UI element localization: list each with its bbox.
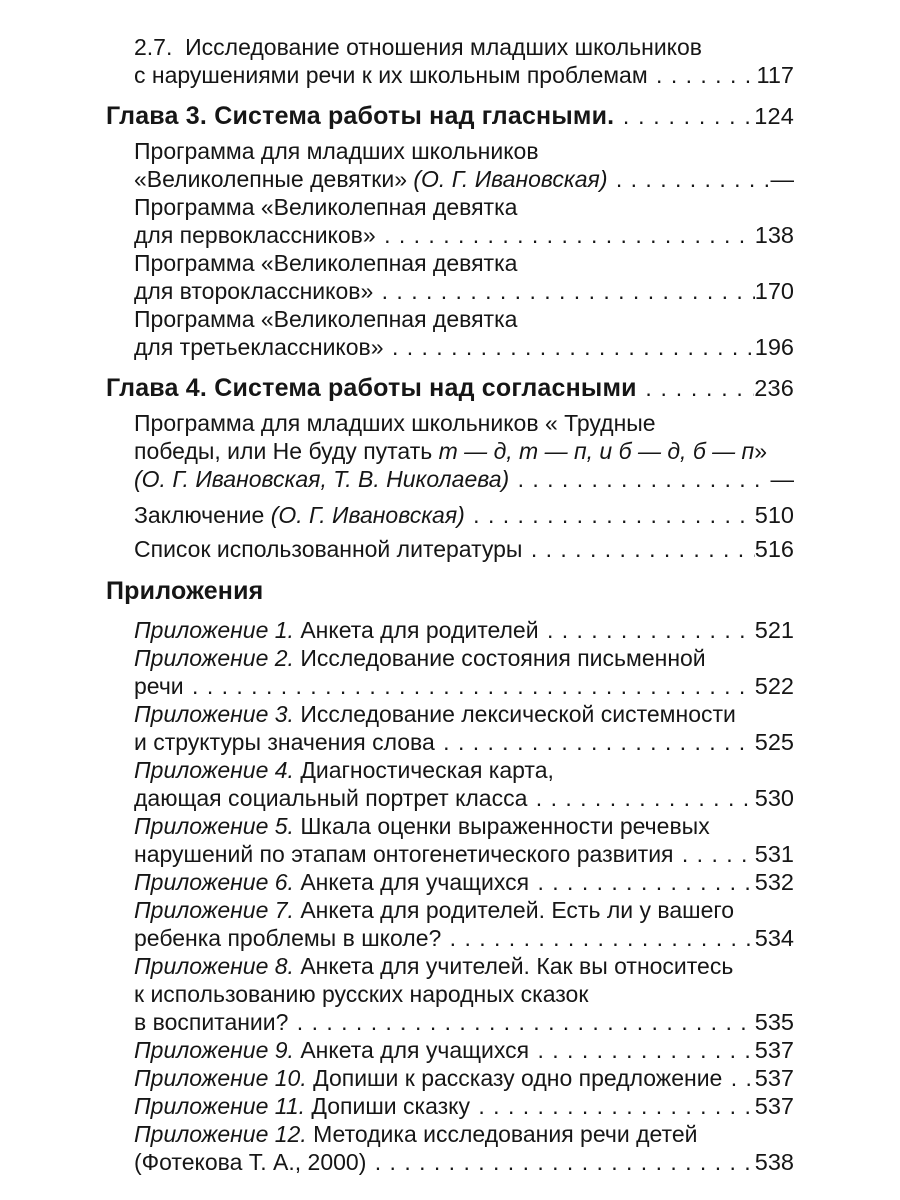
dot-leader [373, 277, 755, 305]
toc-page-number: 170 [754, 278, 794, 304]
toc-text: в воспитании? [134, 1009, 289, 1035]
toc-text: Приложение 4. [134, 757, 294, 783]
toc-page-number: 531 [754, 841, 794, 867]
toc-text: Приложение 5. [134, 813, 294, 839]
toc-text: Программа «Великолепная девятка [134, 250, 518, 276]
toc-text: Список использованной литературы [134, 536, 523, 562]
toc-text: для первоклассников» [134, 222, 376, 248]
toc-line [134, 1036, 794, 1064]
toc-text: Диагностическая карта, [293, 757, 554, 783]
toc-entry [106, 102, 794, 130]
toc-text: Приложение 12. [134, 1121, 307, 1147]
toc-entry [106, 305, 794, 361]
toc-entry [106, 1092, 794, 1120]
toc-text: (О. Г. Ивановская, Т. В. Николаева) [134, 466, 510, 492]
toc-entry [106, 249, 794, 305]
dot-leader [529, 868, 755, 896]
toc-line [134, 535, 794, 563]
toc-line [134, 437, 794, 465]
toc-text: Приложение 1. [134, 617, 294, 643]
dot-leader [384, 333, 755, 361]
dot-leader [529, 1036, 755, 1064]
toc-text: Приложение 2. [134, 645, 294, 671]
toc-page-number: — [770, 466, 794, 492]
toc-page-number: 196 [754, 334, 794, 360]
toc-line [134, 409, 794, 437]
toc-entry [106, 33, 794, 89]
dot-leader [539, 616, 755, 644]
toc-page-number: 236 [754, 375, 794, 401]
toc-entry [106, 577, 794, 605]
dot-leader [376, 221, 755, 249]
toc-page-number: 510 [754, 502, 794, 528]
toc-line [134, 193, 794, 221]
toc-text: Приложение 6. [134, 869, 294, 895]
toc-line [134, 840, 794, 868]
dot-leader [637, 374, 754, 402]
toc-line [134, 784, 794, 812]
toc-text: к использованию русских народных сказок [134, 981, 589, 1007]
toc-text: т — д, т — п, и б — д, б — п [438, 438, 755, 464]
toc-text: «Великолепные девятки» [134, 166, 414, 192]
toc-line [134, 616, 794, 644]
toc-text: Глава 3. Система работы над гласными. [106, 102, 615, 130]
toc-text: Допиши сказку [305, 1093, 471, 1119]
toc-page-number: 117 [756, 62, 794, 88]
toc-line [134, 1148, 794, 1176]
toc-line [134, 137, 794, 165]
dot-leader [607, 165, 770, 193]
toc-line [134, 756, 794, 784]
toc-entry [106, 812, 794, 868]
toc-line [134, 165, 794, 193]
dot-leader [441, 924, 755, 952]
toc-text: речи [134, 673, 184, 699]
toc-text: Приложение 8. [134, 953, 294, 979]
toc-page-number: 124 [754, 103, 794, 129]
toc-line [134, 700, 794, 728]
toc-text: Приложение 3. [134, 701, 294, 727]
dot-leader [648, 61, 757, 89]
toc-text: Анкета для родителей. Есть ли у вашего [293, 897, 735, 923]
dot-leader [614, 102, 754, 130]
toc-line [134, 61, 794, 89]
toc-entry [106, 644, 794, 700]
dot-leader [522, 535, 754, 563]
toc-text: (Фотекова Т. А., 2000) [134, 1149, 367, 1175]
toc-page-number: 537 [754, 1037, 794, 1063]
toc-text: 2.7. Исследование отношения младших школьников [134, 34, 703, 60]
toc-text: Исследование лексической системности [293, 701, 736, 727]
toc-line [106, 577, 794, 605]
toc-text: нарушений по этапам онтогенетического развития [134, 841, 674, 867]
toc-text: ребенка проблемы в школе? [134, 925, 442, 951]
toc-line [134, 672, 794, 700]
toc-entry [106, 374, 794, 402]
toc-entry [106, 868, 794, 896]
toc-page-number: 521 [754, 617, 794, 643]
toc-entry [106, 535, 794, 563]
toc-entries [106, 33, 794, 1176]
toc-line [134, 33, 794, 61]
dot-leader [674, 840, 755, 868]
toc-text: победы, или Не буду путать [134, 438, 439, 464]
toc-entry [106, 409, 794, 493]
dot-leader [470, 1092, 755, 1120]
toc-entry [106, 1120, 794, 1176]
toc-line [134, 868, 794, 896]
toc-line [134, 1120, 794, 1148]
toc-line [134, 980, 794, 1008]
toc-text: Приложение 10. [134, 1065, 307, 1091]
dot-leader [366, 1148, 754, 1176]
toc-line [134, 501, 794, 529]
toc-line [134, 952, 794, 980]
toc-text: Исследование состояния письменной [293, 645, 706, 671]
toc-text: Анкета для родителей [293, 617, 539, 643]
toc-line [134, 277, 794, 305]
toc-text: Глава 4. Система работы над согласными [106, 374, 637, 402]
toc-line [106, 374, 794, 402]
toc-text: (О. Г. Ивановская) [413, 166, 608, 192]
toc-page-number: 538 [754, 1149, 794, 1175]
toc-page-number: — [770, 166, 794, 192]
toc-text: Программа для младших школьников « Трудные [134, 410, 656, 436]
toc-line [134, 305, 794, 333]
toc-text: Шкала оценки выраженности речевых [293, 813, 710, 839]
dot-leader [509, 465, 770, 493]
toc-page-number: 525 [754, 729, 794, 755]
toc-page-number: 537 [754, 1065, 794, 1091]
toc-page-number: 530 [754, 785, 794, 811]
toc-line [134, 896, 794, 924]
toc-page-number: 532 [754, 869, 794, 895]
toc-entry [106, 700, 794, 756]
dot-leader [435, 728, 755, 756]
toc-text: и структуры значения слова [134, 729, 435, 755]
toc-entry [106, 193, 794, 249]
toc-page-number: 535 [754, 1009, 794, 1035]
toc-entry [106, 756, 794, 812]
dot-leader [465, 501, 755, 529]
toc-line [134, 812, 794, 840]
toc-entry [106, 501, 794, 529]
toc-text: Приложение 9. [134, 1037, 294, 1063]
toc-line [134, 221, 794, 249]
toc-text: для третьеклассников» [134, 334, 384, 360]
toc-text: Приложения [106, 577, 264, 605]
toc-text: с нарушениями речи к их школьным проблемам [134, 62, 648, 88]
toc-text: Анкета для учащихся [293, 1037, 530, 1063]
toc-line [134, 1064, 794, 1092]
dot-leader [527, 784, 754, 812]
toc-entry [106, 1064, 794, 1092]
toc-line [134, 1092, 794, 1120]
toc-text: Программа «Великолепная девятка [134, 194, 518, 220]
toc-entry [106, 952, 794, 1036]
dot-leader [184, 672, 755, 700]
toc-line [134, 465, 794, 493]
toc-entry [106, 1036, 794, 1064]
toc-line [134, 728, 794, 756]
toc-text: для второклассников» [134, 278, 374, 304]
toc-text: дающая социальный портрет класса [134, 785, 528, 811]
toc-text: Программа для младших школьников [134, 138, 539, 164]
toc-text: Приложение 11. [134, 1093, 306, 1119]
toc-page-number: 534 [754, 925, 794, 951]
toc-entry [106, 616, 794, 644]
toc-text: Допиши к рассказу одно предложение [306, 1065, 723, 1091]
toc-page-number: 522 [754, 673, 794, 699]
toc-line [134, 249, 794, 277]
toc-text: » [754, 438, 767, 464]
toc-text: Анкета для учащихся [293, 869, 530, 895]
toc-entry [106, 137, 794, 193]
toc-page-number: 537 [754, 1093, 794, 1119]
toc-line [106, 102, 794, 130]
toc-line [134, 333, 794, 361]
toc-text: Приложение 7. [134, 897, 294, 923]
toc-entry [106, 896, 794, 952]
toc-page-number: 516 [754, 536, 794, 562]
toc-page-number: 138 [754, 222, 794, 248]
toc-text: Анкета для учителей. Как вы относитесь [293, 953, 734, 979]
toc-text: Программа «Великолепная девятка [134, 306, 518, 332]
toc-line [134, 1008, 794, 1036]
toc-line [134, 924, 794, 952]
toc-text: Заключение [134, 502, 271, 528]
dot-leader [288, 1008, 754, 1036]
toc-text: (О. Г. Ивановская) [270, 502, 465, 528]
toc-text: Методика исследования речи детей [306, 1121, 698, 1147]
dot-leader [722, 1064, 754, 1092]
toc-line [134, 644, 794, 672]
